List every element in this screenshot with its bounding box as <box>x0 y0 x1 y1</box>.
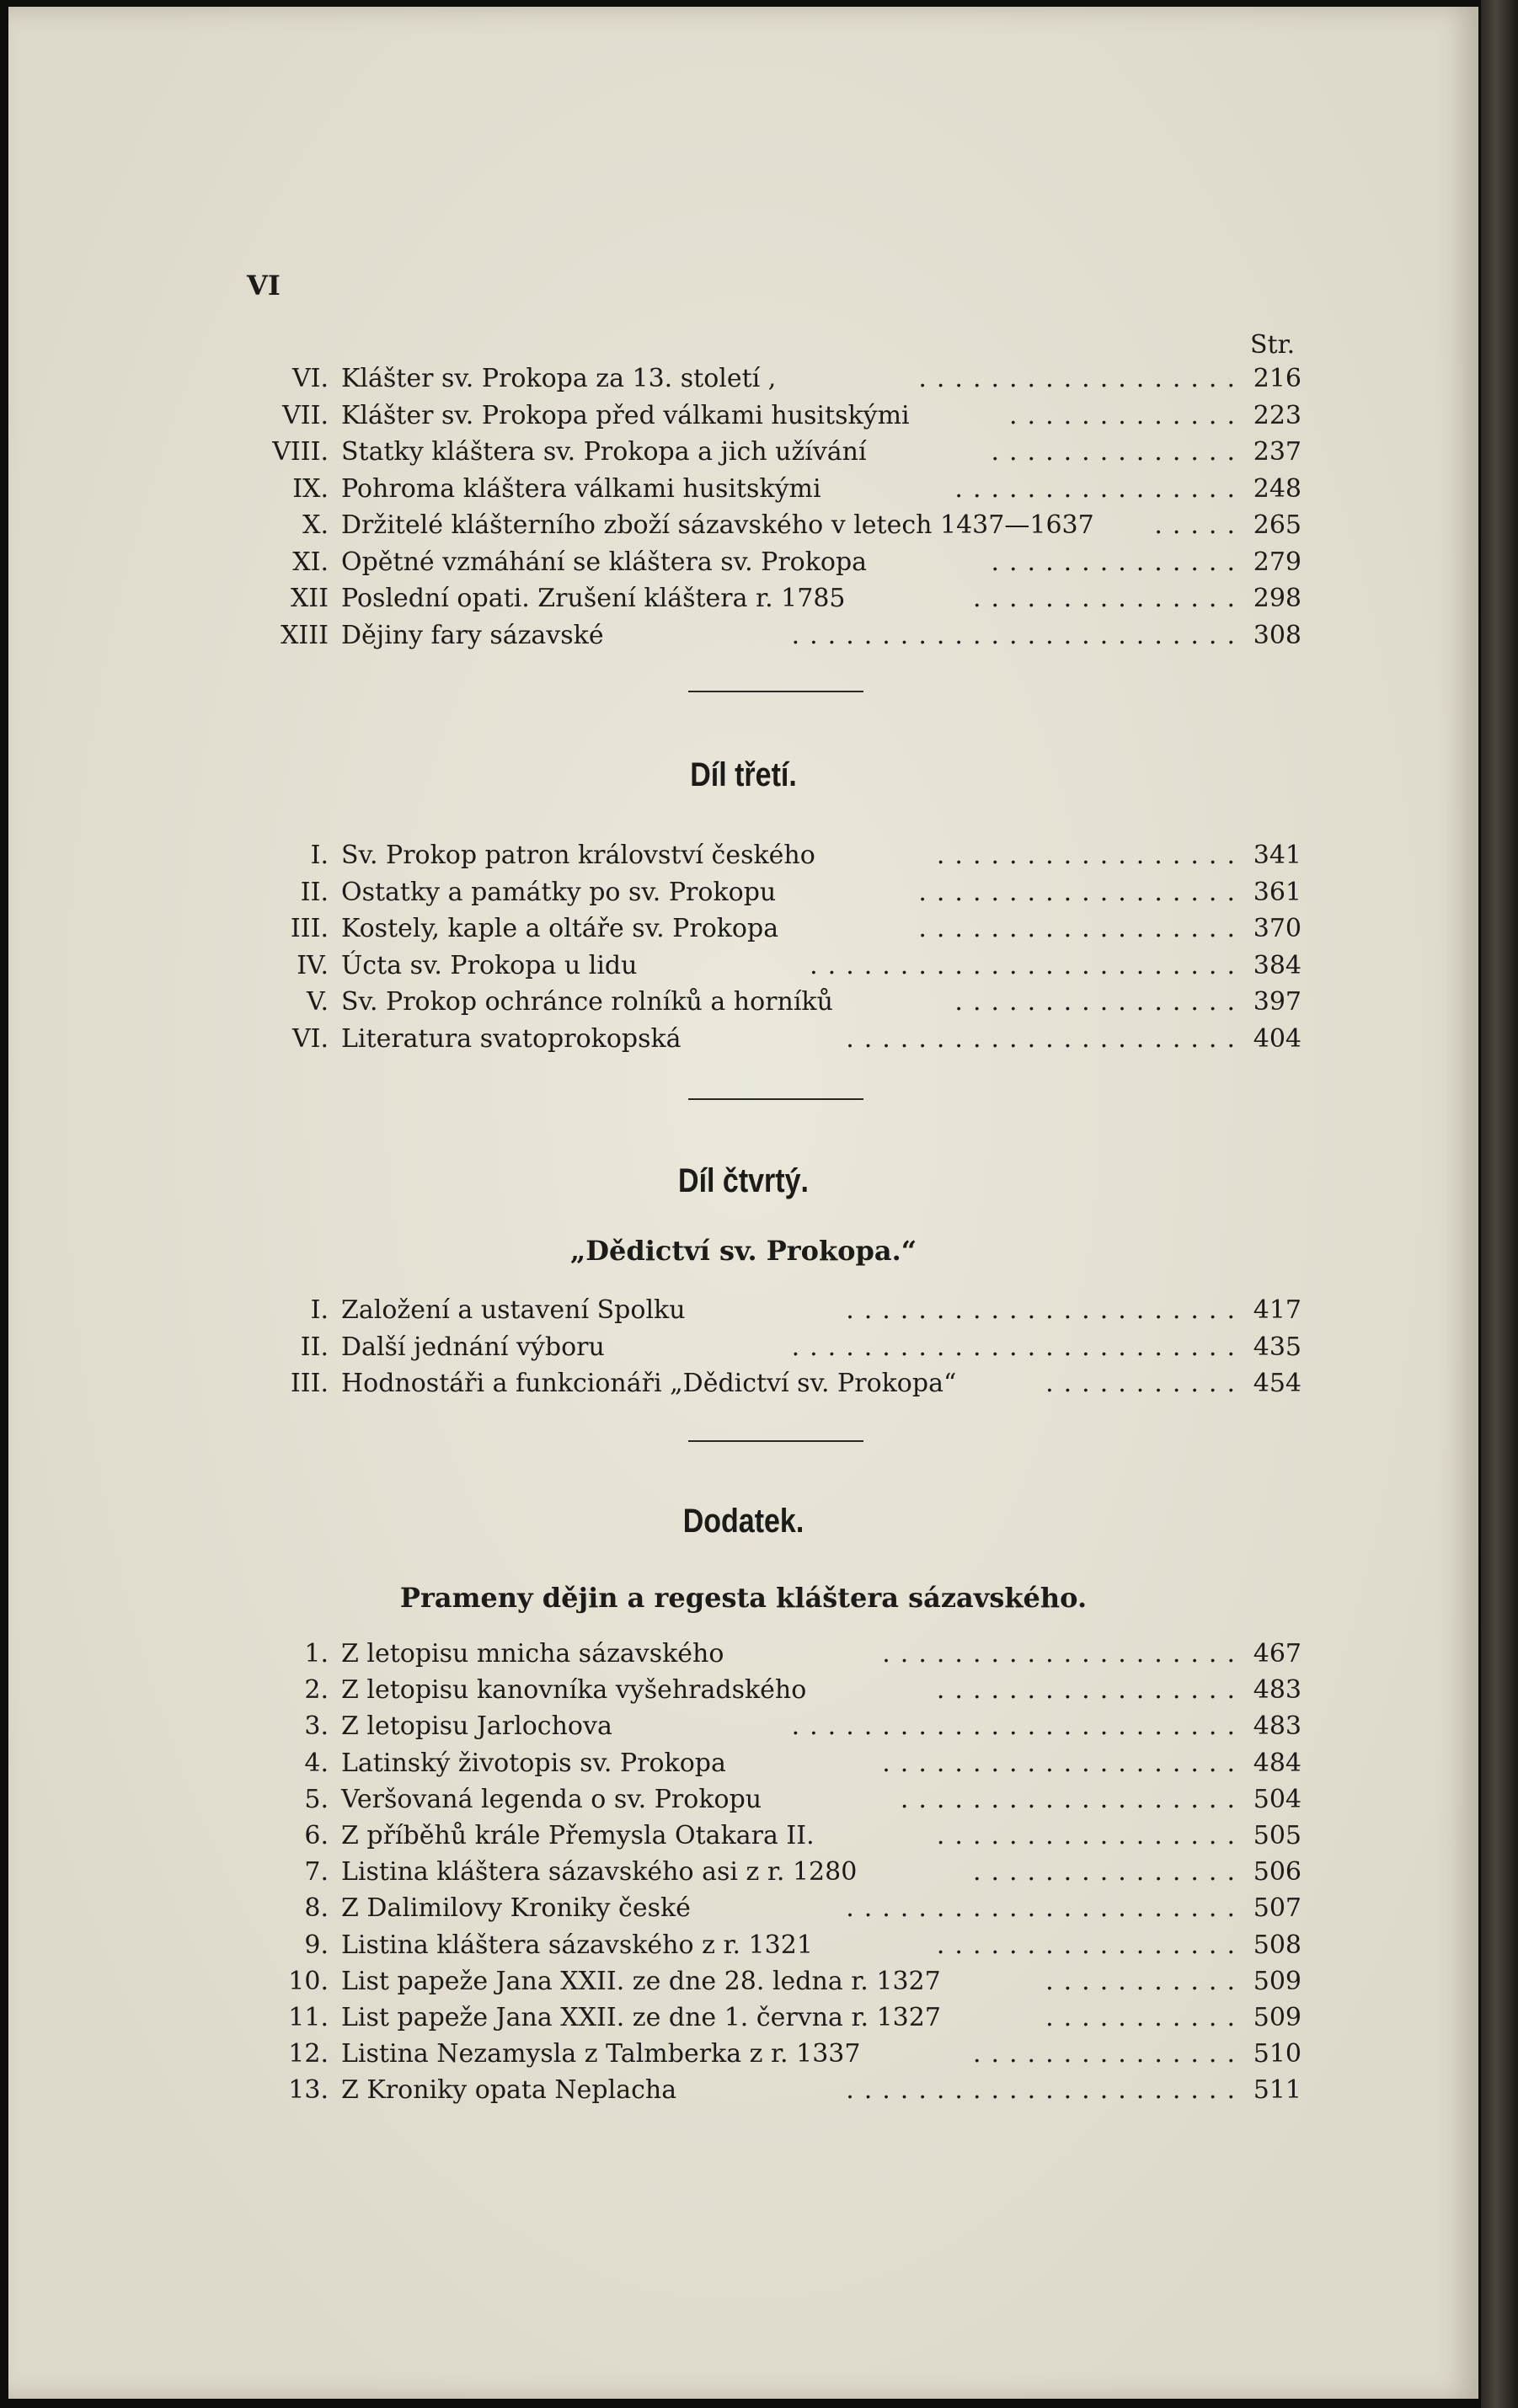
toc-entry <box>8 948 1306 985</box>
toc-entry-title: Klášter sv. Prokopa před válkami husitskými <box>341 400 910 430</box>
toc-dot-leader: ........................ <box>810 950 1245 980</box>
toc-entry <box>8 1636 1306 1673</box>
toc-entry-title: Literatura svatoprokopská <box>341 1023 681 1054</box>
page-column-header: Str. <box>1250 330 1296 360</box>
toc-entry <box>8 580 1306 617</box>
toc-dot-leader: ......................... <box>791 620 1245 650</box>
toc-entry-number: 8. <box>304 1893 329 1924</box>
toc-entry-title: Úcta sv. Prokopa u lidu <box>341 950 638 980</box>
toc-entry-number: III. <box>290 914 329 943</box>
toc-entry-number: 7. <box>304 1857 329 1887</box>
section-divider <box>688 691 863 692</box>
toc-entry-page: 404 <box>1253 1023 1302 1054</box>
toc-dot-leader: .................... <box>882 1639 1245 1669</box>
toc-entry-number: VI. <box>291 1023 329 1054</box>
toc-dot-leader: .................. <box>918 914 1245 943</box>
toc-dot-leader: ...................... <box>846 2075 1245 2106</box>
toc-entry-number: 5. <box>304 1784 329 1814</box>
toc-entry-number: II. <box>300 1332 329 1362</box>
toc-entry-page: 417 <box>1253 1295 1302 1325</box>
toc-entry-number: 10. <box>288 1966 329 1996</box>
toc-entry-title: Pohroma kláštera válkami husitskými <box>341 473 821 504</box>
toc-entry-number: II. <box>300 877 329 907</box>
toc-entry <box>8 1890 1306 1927</box>
toc-entry <box>8 1781 1306 1818</box>
toc-dot-leader: ............... <box>972 584 1245 613</box>
toc-dot-leader: ...................... <box>846 1893 1245 1924</box>
toc-entry-page: 454 <box>1253 1369 1302 1398</box>
toc-entry-title: Z Kroniky opata Neplacha <box>341 2075 677 2106</box>
toc-entry-number: III. <box>290 1369 329 1398</box>
toc-entry-title: Kostely, kaple a oltáře sv. Prokopa <box>341 914 779 943</box>
toc-dot-leader: ................. <box>936 1930 1245 1960</box>
toc-entry <box>8 1672 1306 1709</box>
toc-entry-title: Statky kláštera sv. Prokopa a jich užívání <box>341 437 867 467</box>
toc-dot-leader: ................... <box>900 1784 1245 1814</box>
toc-entry <box>8 1745 1306 1782</box>
toc-entry-page: 248 <box>1253 473 1302 504</box>
toc-entry-number: V. <box>307 987 329 1017</box>
toc-dot-leader: ............. <box>1009 400 1245 430</box>
part4-subheading: „Dědictví sv. Prokopa.“ <box>569 1235 917 1267</box>
toc-entry-number: 12. <box>288 2039 329 2069</box>
toc-entry-page: 509 <box>1253 2003 1302 2032</box>
toc-entry-number: VIII. <box>272 437 329 467</box>
toc-entry-number: 11. <box>288 2003 329 2032</box>
toc-entry <box>8 2072 1306 2109</box>
toc-entry <box>8 471 1306 508</box>
toc-entry-page: 435 <box>1253 1332 1302 1362</box>
toc-entry-number: I. <box>310 1295 329 1325</box>
toc-entry-page: 384 <box>1253 950 1302 980</box>
toc-entry-page: 507 <box>1253 1893 1302 1924</box>
toc-entry <box>8 360 1306 398</box>
toc-entry <box>8 837 1306 874</box>
toc-entry-page: 506 <box>1253 1857 1302 1887</box>
toc-entry-title: Listina kláštera sázavského asi z r. 1280 <box>341 1857 858 1887</box>
toc-dot-leader: ........... <box>1045 2003 1245 2032</box>
toc-entry-number: IV. <box>297 950 329 980</box>
toc-entry-page: 223 <box>1253 400 1302 430</box>
toc-entry <box>8 398 1306 435</box>
toc-entry <box>8 1927 1306 1964</box>
toc-entry-title: List papeže Jana XXII. ze dne 28. ledna r. 1327 <box>341 1966 941 1996</box>
toc-entry <box>8 1818 1306 1855</box>
book-page <box>8 7 1478 2399</box>
toc-entry-number: VII. <box>282 400 329 430</box>
toc-entry <box>8 507 1306 544</box>
toc-entry-page: 484 <box>1253 1748 1302 1778</box>
toc-entry <box>8 1854 1306 1891</box>
toc-entry-page: 298 <box>1253 584 1302 613</box>
toc-entry-title: Z letopisu Jarlochova <box>341 1711 612 1742</box>
toc-entry-number: 3. <box>304 1711 329 1742</box>
toc-entry <box>8 434 1306 471</box>
toc-entry-number: X. <box>302 510 329 540</box>
toc-entry-title: Latinský životopis sv. Prokopa <box>341 1748 726 1778</box>
toc-entry-number: VI. <box>291 364 329 393</box>
toc-entry <box>8 2036 1306 2073</box>
toc-entry-title: Opětné vzmáhání se kláštera sv. Prokopa <box>341 547 868 577</box>
toc-entry <box>8 2000 1306 2037</box>
appendix-heading: Dodatek. <box>682 1503 804 1540</box>
page-number: VI <box>247 270 281 302</box>
toc-entry <box>8 617 1306 654</box>
toc-entry-page: 361 <box>1253 877 1302 907</box>
toc-entry <box>8 1963 1306 2000</box>
toc-entry-page: 397 <box>1253 987 1302 1017</box>
toc-entry-page: 505 <box>1253 1821 1302 1850</box>
toc-entry-number: 4. <box>304 1748 329 1778</box>
section-divider <box>688 1098 863 1100</box>
toc-entry-title: Z letopisu kanovníka vyšehradského <box>341 1675 807 1706</box>
toc-entry-page: 504 <box>1253 1784 1302 1814</box>
toc-entry-title: Listina Nezamysla z Talmberka z r. 1337 <box>341 2039 861 2069</box>
toc-dot-leader: ......................... <box>791 1711 1245 1742</box>
toc-entry-number: XIII <box>281 620 329 650</box>
toc-entry-title: Hodnostáři a funkcionáři „Dědictví sv. Prokopa“ <box>341 1369 957 1398</box>
toc-dot-leader: ................. <box>936 1675 1245 1706</box>
toc-entry-title: Z letopisu mnicha sázavského <box>341 1639 724 1669</box>
toc-entry-page: 265 <box>1253 510 1302 540</box>
toc-entry-number: 13. <box>288 2075 329 2106</box>
toc-dot-leader: ........... <box>1045 1369 1245 1398</box>
toc-entry <box>8 1292 1306 1329</box>
part3-heading: Díl třetí. <box>690 756 797 793</box>
toc-entry-page: 370 <box>1253 914 1302 943</box>
toc-dot-leader: ................ <box>954 473 1245 504</box>
toc-dot-leader: ................ <box>954 987 1245 1017</box>
toc-entry-page: 341 <box>1253 841 1302 870</box>
toc-entry-title: Sv. Prokop ochránce rolníků a horníků <box>341 987 833 1017</box>
toc-entry-page: 467 <box>1253 1639 1302 1669</box>
toc-entry-number: 2. <box>304 1675 329 1706</box>
toc-dot-leader: ...................... <box>846 1023 1245 1054</box>
toc-entry-title: Dějiny fary sázavské <box>341 620 604 650</box>
toc-entry-number: 1. <box>304 1639 329 1669</box>
toc-entry-title: Ostatky a památky po sv. Prokopu <box>341 877 777 907</box>
toc-entry-page: 509 <box>1253 1966 1302 1996</box>
toc-dot-leader: .................... <box>882 1748 1245 1778</box>
toc-entry-title: Sv. Prokop patron království českého <box>341 841 815 870</box>
toc-entry <box>8 1708 1306 1745</box>
toc-entry-title: Veršovaná legenda o sv. Prokopu <box>341 1784 762 1814</box>
toc-entry-number: 6. <box>304 1821 329 1850</box>
toc-entry-number: IX. <box>292 473 329 504</box>
toc-entry-title: Držitelé klášterního zboží sázavského v letech 1437—1637 <box>341 510 1094 540</box>
toc-entry-page: 237 <box>1253 437 1302 467</box>
toc-entry-number: XI. <box>292 547 329 577</box>
toc-dot-leader: .................. <box>918 877 1245 907</box>
toc-entry-title: Další jednání výboru <box>341 1332 605 1362</box>
toc-entry-title: List papeže Jana XXII. ze dne 1. června r. 1327 <box>341 2003 941 2032</box>
toc-entry <box>8 1329 1306 1366</box>
toc-entry-title: Z příběhů krále Přemysla Otakara II. <box>341 1821 815 1850</box>
toc-dot-leader: ......................... <box>791 1332 1245 1362</box>
toc-entry <box>8 874 1306 911</box>
toc-dot-leader: ........... <box>1045 1966 1245 1996</box>
toc-entry <box>8 1365 1306 1402</box>
toc-entry-page: 511 <box>1253 2075 1302 2106</box>
book-binding-edge <box>1481 0 1518 2408</box>
toc-entry-number: 9. <box>304 1930 329 1960</box>
toc-entry-page: 483 <box>1253 1675 1302 1706</box>
toc-dot-leader: .............. <box>991 437 1245 467</box>
toc-entry-page: 308 <box>1253 620 1302 650</box>
toc-entry-page: 279 <box>1253 547 1302 577</box>
toc-entry-title: Založení a ustavení Spolku <box>341 1295 686 1325</box>
toc-entry <box>8 1021 1306 1058</box>
appendix-subheading: Prameny dějin a regesta kláštera sázavského. <box>399 1582 1088 1614</box>
toc-entry-page: 510 <box>1253 2039 1302 2069</box>
toc-dot-leader: ...................... <box>846 1295 1245 1325</box>
toc-entry <box>8 984 1306 1021</box>
toc-entry-page: 508 <box>1253 1930 1302 1960</box>
toc-entry <box>8 544 1306 581</box>
toc-dot-leader: ............... <box>972 2039 1245 2069</box>
toc-dot-leader: .................. <box>918 364 1245 393</box>
toc-entry <box>8 910 1306 948</box>
toc-entry-title: Listina kláštera sázavského z r. 1321 <box>341 1930 813 1960</box>
toc-entry-title: Z Dalimilovy Kroniky české <box>341 1893 691 1924</box>
toc-entry-page: 483 <box>1253 1711 1302 1742</box>
toc-dot-leader: .............. <box>991 547 1245 577</box>
toc-dot-leader: ................. <box>936 1821 1245 1850</box>
toc-dot-leader: ..... <box>1154 510 1245 540</box>
toc-dot-leader: ............... <box>972 1857 1245 1887</box>
toc-dot-leader: ................. <box>936 841 1245 870</box>
toc-entry-title: Poslední opati. Zrušení kláštera r. 1785 <box>341 584 846 613</box>
toc-entry-number: XII <box>290 584 329 613</box>
toc-entry-title: Klášter sv. Prokopa za 13. století , <box>341 364 777 393</box>
part4-heading: Díl čtvrtý. <box>678 1162 809 1199</box>
section-divider <box>688 1440 863 1442</box>
toc-entry-page: 216 <box>1253 364 1302 393</box>
toc-entry-number: I. <box>310 841 329 870</box>
